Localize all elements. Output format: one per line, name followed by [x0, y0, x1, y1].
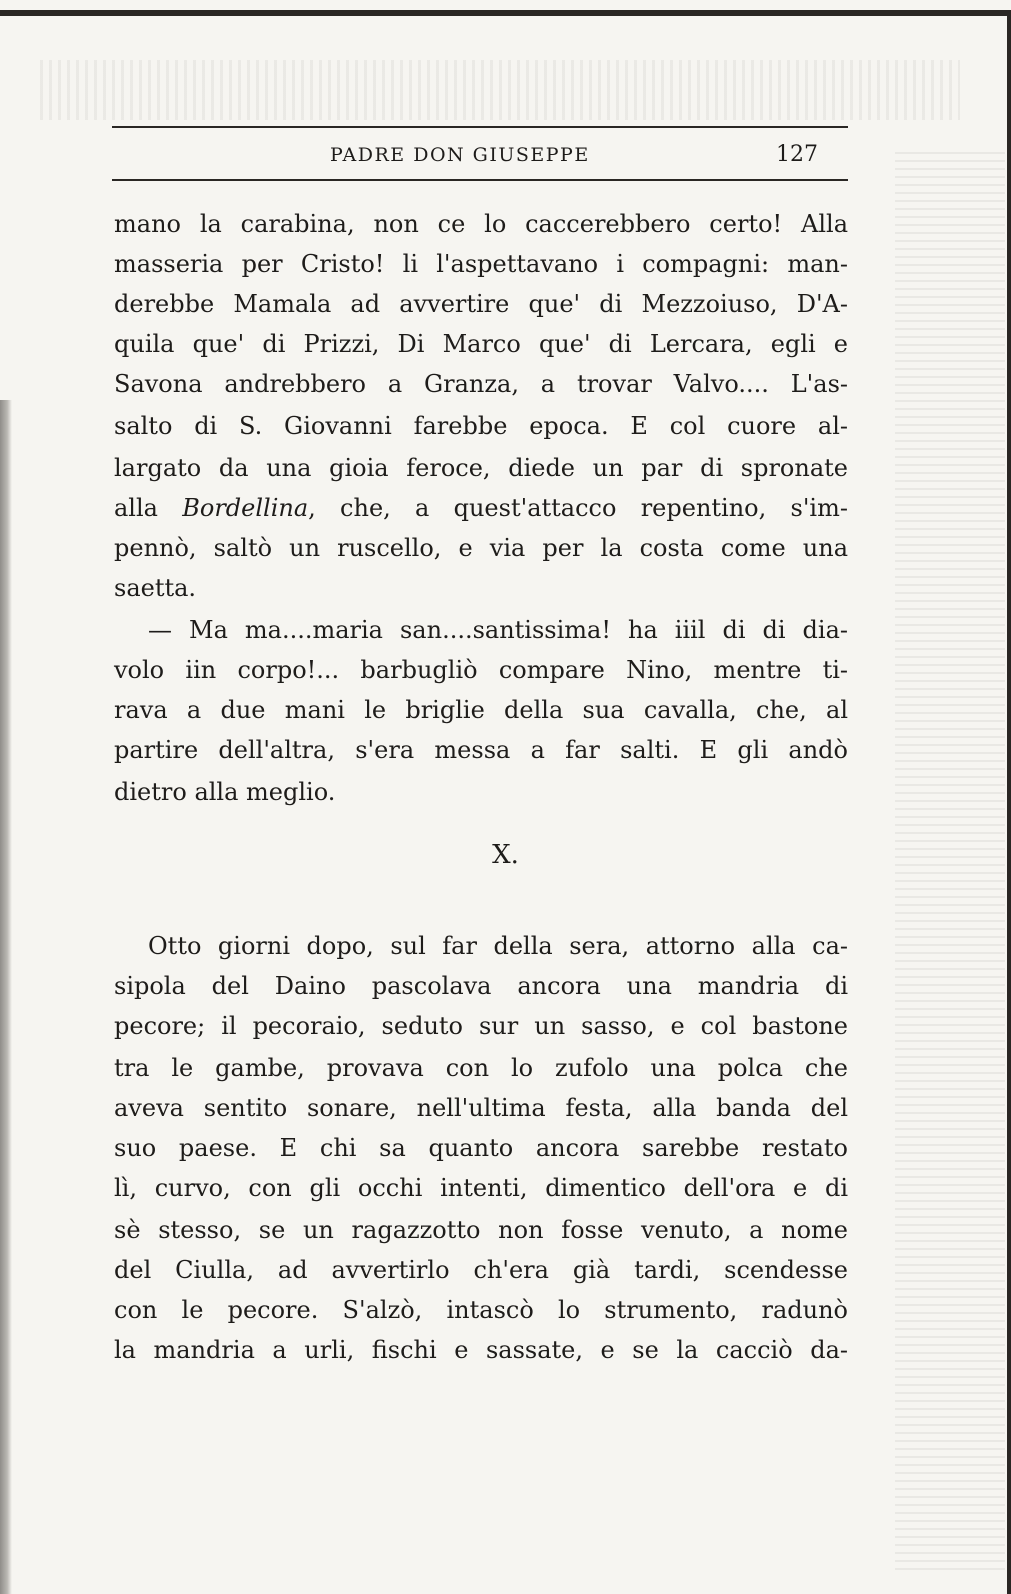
scan-speckle-top — [40, 60, 960, 120]
text-line: aveva sentito sonare, nell'ultima festa, alla banda del — [114, 1094, 848, 1122]
italic-name-bordellina: Bordellina — [182, 494, 309, 522]
text-line: salto di S. Giovanni farebbe epoca. E col cuore al- — [114, 412, 848, 440]
page-edge-left-shadow — [0, 400, 12, 1594]
page-edge-top — [0, 10, 1011, 16]
text-line: Otto giorni dopo, sul far della sera, attorno alla ca- — [148, 932, 848, 960]
text-line: Savona andrebbero a Granza, a trovar Valvo.... L'as- — [114, 370, 848, 398]
text-line: quila que' di Prizzi, Di Marco que' di Lercara, egli e — [114, 330, 848, 358]
running-title: PADRE DON GIUSEPPE — [330, 144, 590, 166]
header-rule-top — [112, 126, 848, 128]
text-line — [114, 488, 848, 528]
text-line: del Ciulla, ad avvertirlo ch'era già tardi, scendesse — [114, 1256, 848, 1284]
text-line: mano la carabina, non ce lo caccerebbero certo! Alla — [114, 210, 848, 238]
text-line: volo iin corpo!... barbugliò compare Nino, mentre ti- — [114, 656, 848, 684]
text-line: dietro alla meglio. — [114, 778, 336, 806]
text-line: suo paese. E chi sa quanto ancora sarebbe restato — [114, 1134, 848, 1162]
chapter-heading: X. — [492, 840, 519, 870]
text-line: saetta. — [114, 574, 197, 602]
text-line: sè stesso, se un ragazzotto non fosse venuto, a nome — [114, 1216, 848, 1244]
text-line: largato da una gioia feroce, diede un par di spronate — [114, 454, 848, 482]
text-line: lì, curvo, con gli occhi intenti, dimentico dell'ora e di — [114, 1174, 848, 1202]
running-header — [112, 140, 848, 174]
text-line: masseria per Cristo! li l'aspettavano i compagni: man- — [114, 250, 848, 278]
text-line: rava a due mani le briglie della sua cavalla, che, al — [114, 696, 848, 724]
text-line: la mandria a urli, fischi e sassate, e se la cacciò da- — [114, 1336, 848, 1364]
text-line: partire dell'altra, s'era messa a far salti. E gli andò — [114, 736, 848, 764]
text-line: — Ma ma....maria san....santissima! ha iiil di di dia- — [148, 616, 848, 644]
text-line: con le pecore. S'alzò, intascò lo strumento, radunò — [114, 1296, 848, 1324]
text-line: pecore; il pecoraio, seduto sur un sasso, e col bastone — [114, 1012, 848, 1040]
text-span: , che, a quest'attacco repentino, s'im- — [308, 494, 848, 522]
text-line: sipola del Daino pascolava ancora una mandria di — [114, 972, 848, 1000]
header-rule-bottom — [112, 179, 848, 181]
text-span: alla — [114, 494, 183, 522]
page-edge-right — [1007, 10, 1011, 1594]
text-line: derebbe Mamala ad avvertire que' di Mezzoiuso, D'A- — [114, 290, 848, 318]
text-line: tra le gambe, provava con lo zufolo una polca che — [114, 1054, 848, 1082]
page-number: 127 — [776, 142, 818, 167]
text-line: pennò, saltò un ruscello, e via per la costa come una — [114, 534, 848, 562]
